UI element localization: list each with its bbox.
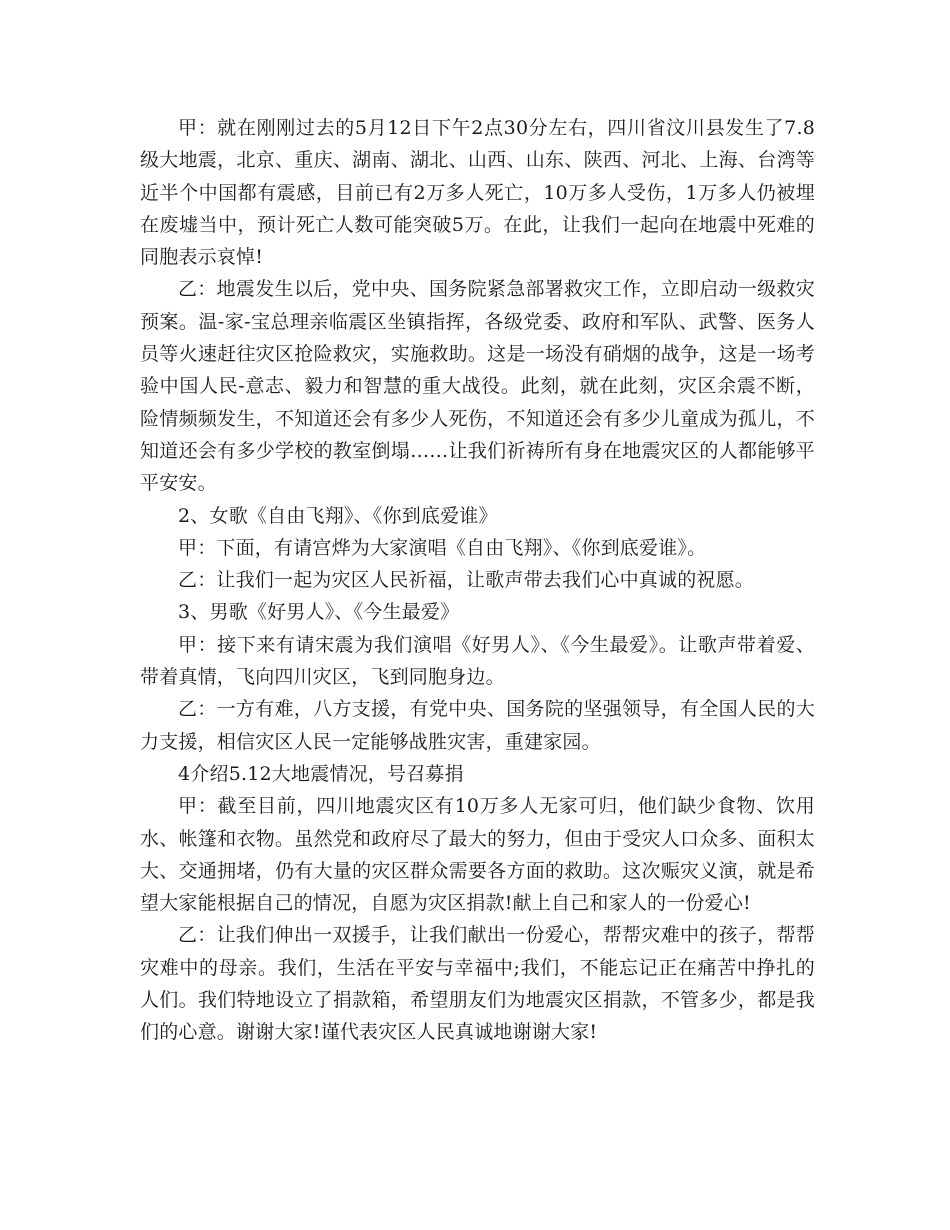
paragraph-donation-jia: 甲：截至目前，四川地震灾区有10万多人无家可归，他们缺少食物、饮用水、帐篷和衣物。虽然党和政府尽了最大的努力，但由于受灾人口众多、面积太大、交通拥堵，仍有大量的灾区群众需要各方面的救助。这次赈灾义演，就是希望大家能根据自己的情况，自愿为灾区捐款!献上自己和家人的一份爱心! <box>140 795 815 915</box>
paragraph-relief-yi: 乙：地震发生以后，党中央、国务院紧急部署救灾工作，立即启动一级救灾预案。温-家-宝总理亲临震区坐镇指挥，各级党委、政府和军队、武警、医务人员等火速赶往灾区抢险救灾，实施救助。这是一场没有硝烟的战争，这是一场考验中国人民-意志、毅力和智慧的重大战役。此刻，就在此刻，灾区余震不断，险情频频发生，不知道还会有多少人死伤，不知道还会有多少儿童成为孤儿，不知道还会有多少学校的教室倒塌……让我们祈祷所有身在地震灾区的人都能够平平安安。 <box>140 278 815 495</box>
program-item-2: 2、女歌《自由飞翔》、《你到底爱谁》 <box>178 504 498 527</box>
program-item-4: 4介绍5.12大地震情况，号召募捐 <box>178 762 464 785</box>
program-item-3: 3、男歌《好男人》、《今生最爱》 <box>178 601 460 624</box>
document-body <box>140 112 815 1049</box>
paragraph-support-yi: 乙：一方有难，八方支援，有党中央、国务院的坚强领导，有全国人民的大力支援，相信灾区人民一定能够战胜灾害，重建家园。 <box>140 698 815 753</box>
paragraph-intro-jia: 甲：就在刚刚过去的5月12日下午2点30分左右，四川省汶川县发生了7.8级大地震，北京、重庆、湖南、湖北、山西、山东、陕西、河北、上海、台湾等近半个中国都有震感，目前已有2万多人死亡，10万多人受伤，1万多人仍被埋在废墟当中，预计死亡人数可能突破5万。在此，让我们一起向在地震中死难的同胞表示哀悼! <box>140 117 815 269</box>
paragraph-blessing-yi: 乙：让我们一起为灾区人民祈福，让歌声带去我们心中真诚的祝愿。 <box>178 569 755 592</box>
paragraph-song2-intro-jia: 甲：接下来有请宋震为我们演唱《好男人》、《今生最爱》。让歌声带着爱、带着真情，飞向四川灾区，飞到同胞身边。 <box>140 633 815 689</box>
paragraph-closing-yi: 乙：让我们伸出一双援手，让我们献出一份爱心，帮帮灾难中的孩子，帮帮灾难中的母亲。我们，生活在平安与幸福中;我们，不能忘记正在痛苦中挣扎的人们。我们特地设立了捐款箱，希望朋友们为地震灾区捐款，不管多少，都是我们的心意。谢谢大家!谨代表灾区人民真诚地谢谢大家! <box>140 924 815 1044</box>
paragraph-song-intro-jia: 甲：下面，有请宫烨为大家演唱《自由飞翔》、《你到底爱谁》。 <box>178 536 707 559</box>
